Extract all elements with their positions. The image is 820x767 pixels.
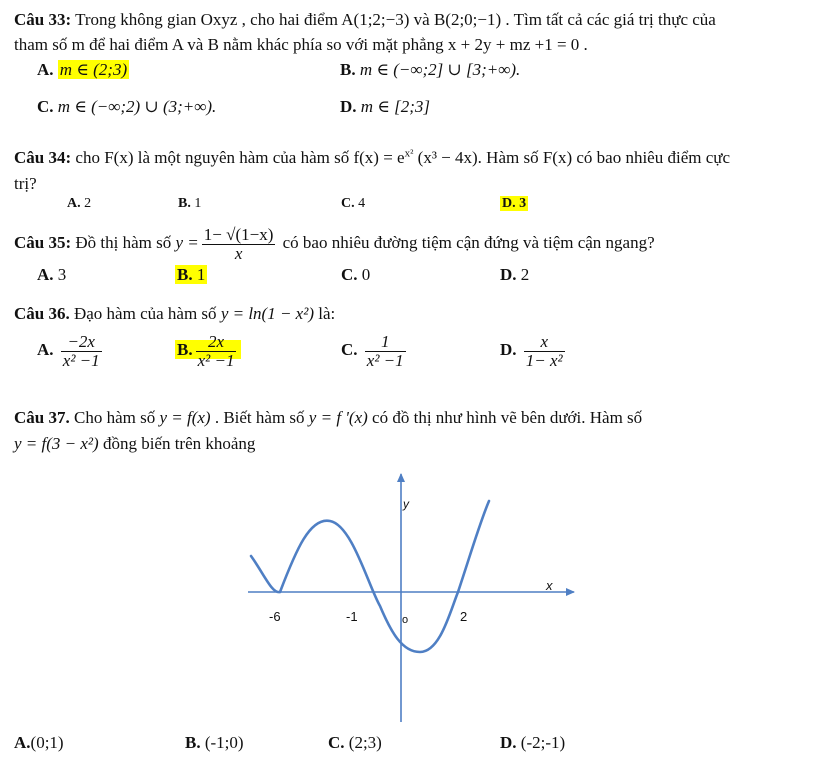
fraction-numerator: 1 — [365, 333, 406, 352]
q37-func-fprime: y = f '(x) — [308, 408, 368, 427]
option-text-highlighted: m ∈ (2;3) — [59, 60, 128, 79]
x-axis-label: x — [546, 578, 553, 593]
fraction-denominator: x² −1 — [197, 350, 235, 370]
tick-label-origin: o — [402, 614, 409, 626]
option-letter: C. — [341, 340, 358, 359]
q37-text-1c: có đồ thị như hình vẽ bên dưới. Hàm số — [372, 408, 643, 427]
tick-label-minus-1: -1 — [346, 609, 358, 624]
option-text: 3 — [519, 196, 527, 211]
option-text: (0;1) — [30, 733, 64, 752]
fraction-numerator: 2x — [196, 333, 237, 352]
fraction-denominator: x² −1 — [366, 350, 404, 370]
option-letter: D. — [500, 265, 517, 284]
q36-text-b: là: — [318, 304, 336, 323]
q37-label: Câu 37. — [14, 408, 70, 427]
q37-option-c[interactable] — [328, 733, 382, 753]
q37-text-2b: đồng biến trên khoảng — [102, 434, 256, 453]
derivative-curve — [251, 501, 489, 652]
q35-text-b: có bao nhiêu đường tiệm cận đứng và tiệm cận ngang? — [282, 233, 655, 252]
tick-label-2: 2 — [460, 609, 468, 624]
option-text: m ∈ [2;3] — [360, 97, 431, 116]
option-letter: D. — [502, 196, 516, 211]
q37-option-a[interactable] — [14, 733, 64, 753]
option-text: 1 — [194, 196, 202, 211]
q34-text-1a: cho F(x) là một nguyên hàm của hàm số f(x) = e — [75, 148, 405, 167]
q37-text-1b: . Biết hàm số — [214, 408, 305, 427]
option-letter: D. — [500, 340, 517, 359]
fraction-numerator: 1− √(1−x) — [203, 224, 274, 244]
option-text: (-2;-1) — [520, 733, 566, 752]
option-letter: A. — [14, 733, 31, 752]
option-letter: C. — [341, 265, 358, 284]
fraction-denominator: x — [234, 243, 243, 263]
option-letter: A. — [37, 265, 54, 284]
option-letter: D. — [340, 97, 357, 116]
y-axis-label: y — [403, 497, 409, 511]
option-text: m ∈ (−∞;2) ∪ (3;+∞). — [57, 97, 217, 116]
option-letter: A. — [37, 340, 54, 359]
q37-func-composite: y = f(3 − x²) — [14, 434, 99, 453]
q33-text-2: tham số m để hai điểm A và B nằm khác phía so với mặt phẳng x + 2y + mz +1 = 0 . — [14, 35, 588, 54]
option-text: 2 — [84, 196, 92, 211]
q37-text-1a: Cho hàm số — [73, 408, 156, 427]
q35-func-lhs: y = — [175, 233, 199, 252]
option-text: m ∈ (−∞;2] ∪ [3;+∞). — [359, 60, 521, 79]
option-letter: B. — [177, 265, 193, 284]
option-letter: A. — [37, 60, 54, 79]
option-letter: B. — [177, 340, 193, 359]
option-letter: C. — [37, 97, 54, 116]
q34-exponent: x² — [404, 147, 414, 160]
q34-label: Câu 34: — [14, 148, 72, 167]
option-text: 4 — [358, 196, 366, 211]
q36-text-a: Đạo hàm của hàm số — [73, 304, 217, 323]
fraction-numerator: −2x — [61, 333, 102, 352]
q33-label: Câu 33: — [14, 10, 72, 29]
option-letter: C. — [328, 733, 345, 752]
fraction-denominator: x² −1 — [62, 350, 100, 370]
fraction-numerator: x — [524, 333, 565, 352]
option-text: (2;3) — [348, 733, 382, 752]
option-text: 2 — [520, 265, 530, 284]
tick-label-minus-6: -6 — [269, 609, 281, 624]
q37-func-f: y = f(x) — [159, 408, 211, 427]
option-letter: B. — [340, 60, 356, 79]
q34-text-2: trị? — [14, 174, 37, 193]
option-text: 0 — [361, 265, 371, 284]
option-letter: B. — [178, 196, 191, 211]
q36-func: y = ln(1 − x²) — [220, 304, 314, 323]
q34-text-1b: (x³ − 4x). Hàm số F(x) có bao nhiêu điểm cực — [417, 148, 731, 167]
option-text: (-1;0) — [204, 733, 244, 752]
option-letter: C. — [341, 196, 355, 211]
option-text: 3 — [57, 265, 67, 284]
fraction-denominator: 1− x² — [525, 350, 563, 370]
option-letter: B. — [185, 733, 201, 752]
option-letter: A. — [67, 196, 81, 211]
q35-text-a: Đồ thị hàm số — [75, 233, 172, 252]
option-text: 1 — [196, 265, 206, 284]
q35-label: Câu 35: — [14, 233, 72, 252]
q33-text-1: Trong không gian Oxyz , cho hai điểm A(1;2;−3) và B(2;0;−1) . Tìm tất cả các giá trị thực của — [75, 10, 716, 29]
option-letter: D. — [500, 733, 517, 752]
q36-label: Câu 36. — [14, 304, 70, 323]
q37-option-b[interactable] — [185, 733, 244, 753]
q37-option-d[interactable] — [500, 733, 565, 753]
